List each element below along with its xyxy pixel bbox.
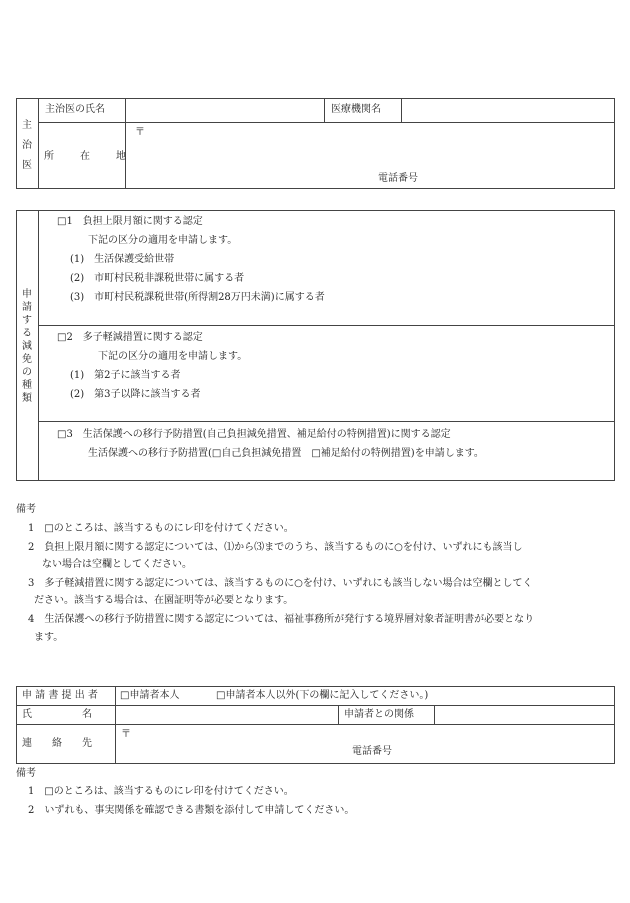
- divider: [338, 705, 339, 724]
- section1-item[interactable]: (3) 市町村民税課税世帯(所得割28万円未満)に属する者: [70, 292, 325, 303]
- address-field[interactable]: [127, 124, 613, 187]
- phone-label: 電話番号: [378, 173, 418, 184]
- section2-title[interactable]: □2 多子軽減措置に関する認定: [57, 332, 203, 343]
- submitter-name-field[interactable]: [117, 706, 337, 723]
- section1-item[interactable]: (1) 生活保護受給世帯: [70, 254, 175, 265]
- note-line: ます。: [34, 632, 64, 643]
- relation-field[interactable]: [436, 706, 613, 723]
- divider: [125, 98, 126, 189]
- section1-title[interactable]: □1 負担上限月額に関する認定: [57, 216, 203, 227]
- note-line: 2 負担上限月額に関する認定については、⑴から⑶までのうち、該当するものに○を付け、いずれにも該当し: [28, 542, 523, 553]
- note-line: 1 □のところは、該当するものにレ印を付けてください。: [28, 523, 294, 534]
- notes-heading: 備考: [16, 504, 36, 515]
- section2-subtitle: 下記の区分の適用を申請します。: [98, 351, 248, 362]
- doctor-name-label: 主治医の氏名: [45, 104, 105, 115]
- note-line: ない場合は空欄としてください。: [42, 559, 192, 570]
- reduction-side-label: 申 請 す る 減 免 の 種 類: [22, 289, 32, 404]
- note-line: 1 □のところは、該当するものにレ印を付けてください。: [28, 786, 294, 797]
- address-label: 所 在 地: [44, 151, 134, 162]
- submitter-label: 申 請 書 提 出 者: [22, 690, 98, 701]
- divider: [38, 122, 615, 123]
- divider: [38, 325, 615, 326]
- contact-label: 連 絡 先: [22, 738, 92, 749]
- phone-label: 電話番号: [352, 746, 392, 757]
- note-line: 3 多子軽減措置に関する認定については、該当するものに○を付け、いずれにも該当しない場合は空欄としてく: [28, 578, 533, 589]
- divider: [38, 98, 39, 189]
- postal-mark: 〒: [121, 729, 131, 740]
- notes-heading: 備考: [16, 768, 36, 779]
- section2-item[interactable]: (1) 第2子に該当する者: [70, 370, 181, 381]
- postal-mark: 〒: [135, 127, 145, 138]
- institution-field[interactable]: [403, 100, 613, 121]
- relation-label: 申請者との関係: [344, 709, 414, 720]
- divider: [38, 210, 39, 481]
- divider: [324, 98, 325, 122]
- doctor-side-label: 主 治 医: [22, 120, 32, 171]
- option-self-checkbox[interactable]: □申請者本人: [120, 690, 180, 701]
- divider: [115, 686, 116, 764]
- submitter-name-label: 氏 名: [22, 709, 92, 720]
- note-line: 2 いずれも、事実関係を確認できる書類を添付して申請してください。: [28, 805, 355, 816]
- section2-item[interactable]: (2) 第3子以降に該当する者: [70, 389, 201, 400]
- divider: [38, 421, 615, 422]
- section3-title[interactable]: □3 生活保護への移行予防措置(自己負担減免措置、補足給付の特例措置)に関する認定: [57, 429, 451, 440]
- section3-subtitle[interactable]: 生活保護への移行予防措置(□自己負担減免措置 □補足給付の特例措置)を申請します。: [88, 448, 484, 459]
- divider: [434, 705, 435, 724]
- option-other-checkbox[interactable]: □申請者本人以外(下の欄に記入してください。): [216, 690, 429, 701]
- section1-item[interactable]: (2) 市町村民税非課税世帯に属する者: [70, 273, 245, 284]
- note-line: ださい。該当する場合は、在園証明等が必要となります。: [34, 595, 294, 606]
- section1-subtitle: 下記の区分の適用を申請します。: [88, 235, 238, 246]
- doctor-name-field[interactable]: [127, 100, 323, 121]
- divider: [401, 98, 402, 122]
- institution-label: 医療機関名: [331, 104, 381, 115]
- note-line: 4 生活保護への移行予防措置に関する認定については、福祉事務所が発行する境界層対象者証明書が必要となり: [28, 614, 535, 625]
